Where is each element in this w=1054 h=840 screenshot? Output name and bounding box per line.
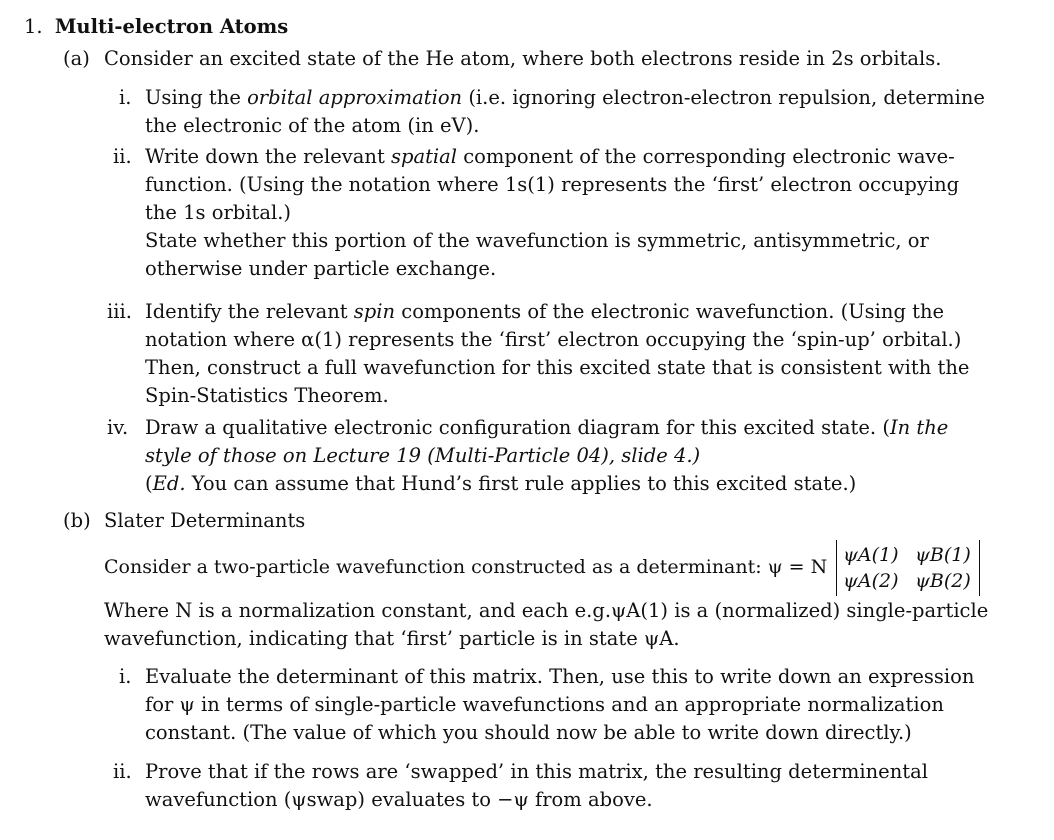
text: Identify the relevant: [145, 300, 354, 323]
problem-heading: [24, 14, 288, 40]
text: component of the corresponding electronic wave-: [457, 145, 955, 168]
part-b-label: (b): [63, 509, 91, 532]
part-b-ii-line2: wavefunction (ψswap) evaluates to −ψ from above.: [145, 788, 653, 811]
part-a-ii-label: ii.: [113, 145, 132, 168]
slater-determinant: [836, 540, 980, 596]
matrix-cell: ψB(2): [915, 570, 971, 592]
part-a-ii-line3: the 1s orbital.): [145, 201, 292, 224]
part-a-iii-line3: Then, construct a full wavefunction for this excited state that is consistent with the: [145, 356, 970, 379]
part-b-i-line3: constant. (The value of which you should now be able to write down directly.): [145, 721, 912, 744]
part-b-i-line2: for ψ in terms of single-particle wavefunctions and an appropriate normalization: [145, 693, 944, 716]
part-b-title: Slater Determinants: [104, 509, 306, 532]
part-b-ii-line1: Prove that if the rows are ‘swapped’ in this matrix, the resulting determinental: [145, 760, 928, 783]
emphasis: spin: [353, 300, 396, 323]
part-b-i-label: i.: [119, 665, 132, 688]
text: components of the electronic wavefunction. (Using the: [395, 300, 945, 323]
part-b-i-line1: Evaluate the determinant of this matrix. Then, use this to write down an expression: [145, 665, 975, 688]
emphasis: In the: [889, 416, 949, 439]
where-line1: Where N is a normalization constant, and each e.g.ψA(1) is a (normalized) single-particle: [104, 599, 989, 622]
matrix-cell: ψB(1): [915, 544, 971, 566]
text: Draw a qualitative electronic configuration diagram for this excited state. (: [145, 416, 890, 439]
text: Write down the relevant: [145, 145, 391, 168]
part-b-ii-label: ii.: [113, 760, 132, 783]
part-a-iii-line2: notation where α(1) represents the ‘first’ electron occupying the ‘spin-up’ orbital.): [145, 328, 962, 351]
part-a-iv-label: iv.: [107, 416, 129, 439]
problem-number: 1.: [24, 15, 43, 38]
part-a-iii-line4: Spin-Statistics Theorem.: [145, 384, 389, 407]
part-a-intro: Consider an excited state of the He atom, where both electrons reside in 2s orbitals.: [104, 47, 942, 70]
part-a-iv-line1: [145, 415, 948, 441]
text: You can assume that Hund’s first rule applies to this excited state.): [185, 472, 857, 495]
part-a-i-line1: [145, 85, 985, 111]
part-a-iii-label: iii.: [107, 300, 132, 323]
part-a-ii-line1: [145, 144, 955, 170]
text: Using the: [145, 86, 248, 109]
part-a-ii-line2: function. (Using the notation where 1s(1) represents the ‘first’ electron occupying: [145, 173, 960, 196]
part-a-label: (a): [63, 47, 90, 70]
determinant-intro: Consider a two-particle wavefunction constructed as a determinant: ψ = N: [104, 556, 828, 578]
emphasis: Ed.: [152, 472, 186, 495]
part-a-iv-line2: style of those on Lecture 19 (Multi-Particle 04), slide 4.): [145, 444, 701, 467]
part-a-iii-line1: [145, 299, 944, 325]
text: (i.e. ignoring electron-electron repulsion, determine: [462, 86, 985, 109]
part-a-iv-line3: [145, 471, 856, 497]
where-line2: wavefunction, indicating that ‘first’ particle is in state ψA.: [104, 627, 680, 650]
part-a-ii-line5: otherwise under particle exchange.: [145, 257, 497, 280]
text: (: [145, 472, 153, 495]
part-a-i-label: i.: [119, 86, 132, 109]
part-a-ii-line4: State whether this portion of the wavefunction is symmetric, antisymmetric, or: [145, 229, 929, 252]
matrix-cell: ψA(2): [843, 570, 899, 592]
emphasis: spatial: [390, 145, 458, 168]
matrix-cell: ψA(1): [843, 544, 899, 566]
part-a-i-line2: the electronic of the atom (in eV).: [145, 114, 480, 137]
emphasis: orbital approximation: [247, 86, 463, 109]
problem-title: Multi-electron Atoms: [54, 15, 289, 38]
